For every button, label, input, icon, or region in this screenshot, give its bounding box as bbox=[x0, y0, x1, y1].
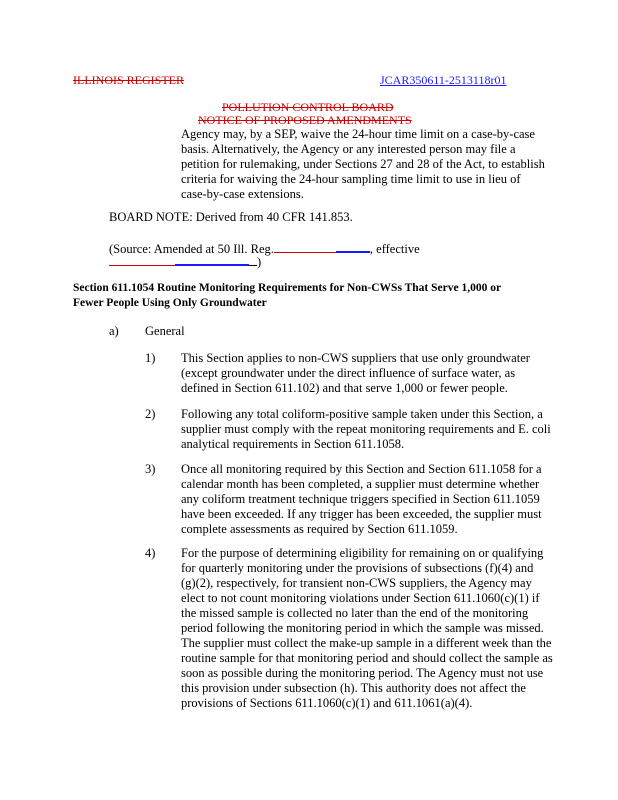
item-text bbox=[181, 351, 591, 396]
item-line: calendar month has been completed, a supplier must determine whether bbox=[181, 477, 540, 491]
source-close: ) bbox=[257, 255, 262, 269]
intro-line: Agency may, by a SEP, waive the 24-hour time limit on a case-by-case bbox=[181, 127, 535, 141]
item-line: the missed sample is collected no later than the end of the monitoring bbox=[181, 606, 529, 620]
item-line: have been exceeded. If any trigger has been exceeded, the supplier must bbox=[181, 507, 542, 521]
section-heading bbox=[73, 281, 501, 311]
item-line: soon as possible during the monitoring period. The Agency must not use bbox=[181, 666, 544, 680]
blank-rule-black bbox=[249, 255, 257, 266]
item-line: defined in Section 611.102) and that serve 1,000 or fewer people. bbox=[181, 381, 508, 395]
item-line: (except groundwater under the direct influence of surface water, as bbox=[181, 366, 516, 380]
item-line: provisions of Sections 611.1060(c)(1) and 611.1061(a)(4). bbox=[181, 696, 473, 710]
item-line: this provision under subsection (h). This authority does not affect the bbox=[181, 681, 526, 695]
item-text bbox=[181, 462, 591, 537]
source-suffix: , effective bbox=[369, 242, 420, 256]
section-heading-line: Fewer People Using Only Groundwater bbox=[73, 297, 267, 309]
board-note: BOARD NOTE: Derived from 40 CFR 141.853. bbox=[109, 210, 353, 224]
item-line: routine sample for that monitoring period and should collect the sample as bbox=[181, 651, 553, 665]
notice-title: NOTICE OF PROPOSED AMENDMENTS bbox=[198, 113, 412, 127]
item-line: period following the monitoring period in which the sample was missed. bbox=[181, 621, 544, 635]
section-heading-line: Section 611.1054 Routine Monitoring Requirements for Non-CWSs That Serve 1,000 or bbox=[73, 282, 502, 294]
item-line: For the purpose of determining eligibility for remaining on or qualifying bbox=[181, 546, 544, 560]
blank-rule-red bbox=[274, 242, 336, 253]
source-prefix: (Source: Amended at 50 Ill. Reg. bbox=[109, 242, 274, 256]
item-line: (g)(2), respectively, for transient non-CWS suppliers, the Agency may bbox=[181, 576, 532, 590]
intro-line: petition for rulemaking, under Sections 27 and 28 of the Act, to establish bbox=[181, 157, 545, 171]
blank-rule-blue bbox=[175, 254, 249, 266]
item-line: Once all monitoring required by this Section and Section 611.1058 for a bbox=[181, 462, 542, 476]
item-line: elect to not count monitoring violations under Section 611.1060(c)(1) if bbox=[181, 591, 540, 605]
item-number: 1) bbox=[145, 351, 156, 365]
item-line: supplier must comply with the repeat monitoring requirements and E. coli bbox=[181, 422, 551, 436]
item-number: 2) bbox=[145, 407, 156, 421]
item-line: The supplier must collect the make-up sample in a different week than the bbox=[181, 636, 552, 650]
item-line: any coliform treatment technique triggers specified in Section 611.1059 bbox=[181, 492, 540, 506]
blank-rule-blue bbox=[336, 241, 370, 253]
blank-rule-red bbox=[109, 255, 175, 266]
item-number: 4) bbox=[145, 546, 156, 560]
subsection-label: a) bbox=[109, 324, 119, 338]
intro-line: criteria for waiving the 24-hour sampling time limit to use in lieu of bbox=[181, 172, 521, 186]
item-line: Following any total coliform-positive sample taken under this Section, a bbox=[181, 407, 543, 421]
item-line: This Section applies to non-CWS suppliers that use only groundwater bbox=[181, 351, 530, 365]
item-text bbox=[181, 407, 591, 452]
source-line-2 bbox=[109, 254, 261, 270]
item-text bbox=[181, 546, 591, 711]
item-line: for quarterly monitoring under the provisions of subsections (f)(4) and bbox=[181, 561, 534, 575]
intro-line: basis. Alternatively, the Agency or any interested person may file a bbox=[181, 142, 516, 156]
item-line: analytical requirements in Section 611.1058. bbox=[181, 437, 405, 451]
jcar-code: JCAR350611-2513118r01 bbox=[380, 73, 507, 87]
register-title: ILLINOIS REGISTER bbox=[73, 73, 184, 87]
intro-paragraph bbox=[181, 127, 581, 202]
item-line: complete assessments as required by Section 611.1059. bbox=[181, 522, 458, 536]
subsection-title: General bbox=[145, 324, 185, 338]
intro-line: case-by-case extensions. bbox=[181, 187, 304, 201]
board-name: POLLUTION CONTROL BOARD bbox=[222, 100, 394, 114]
item-number: 3) bbox=[145, 462, 156, 476]
